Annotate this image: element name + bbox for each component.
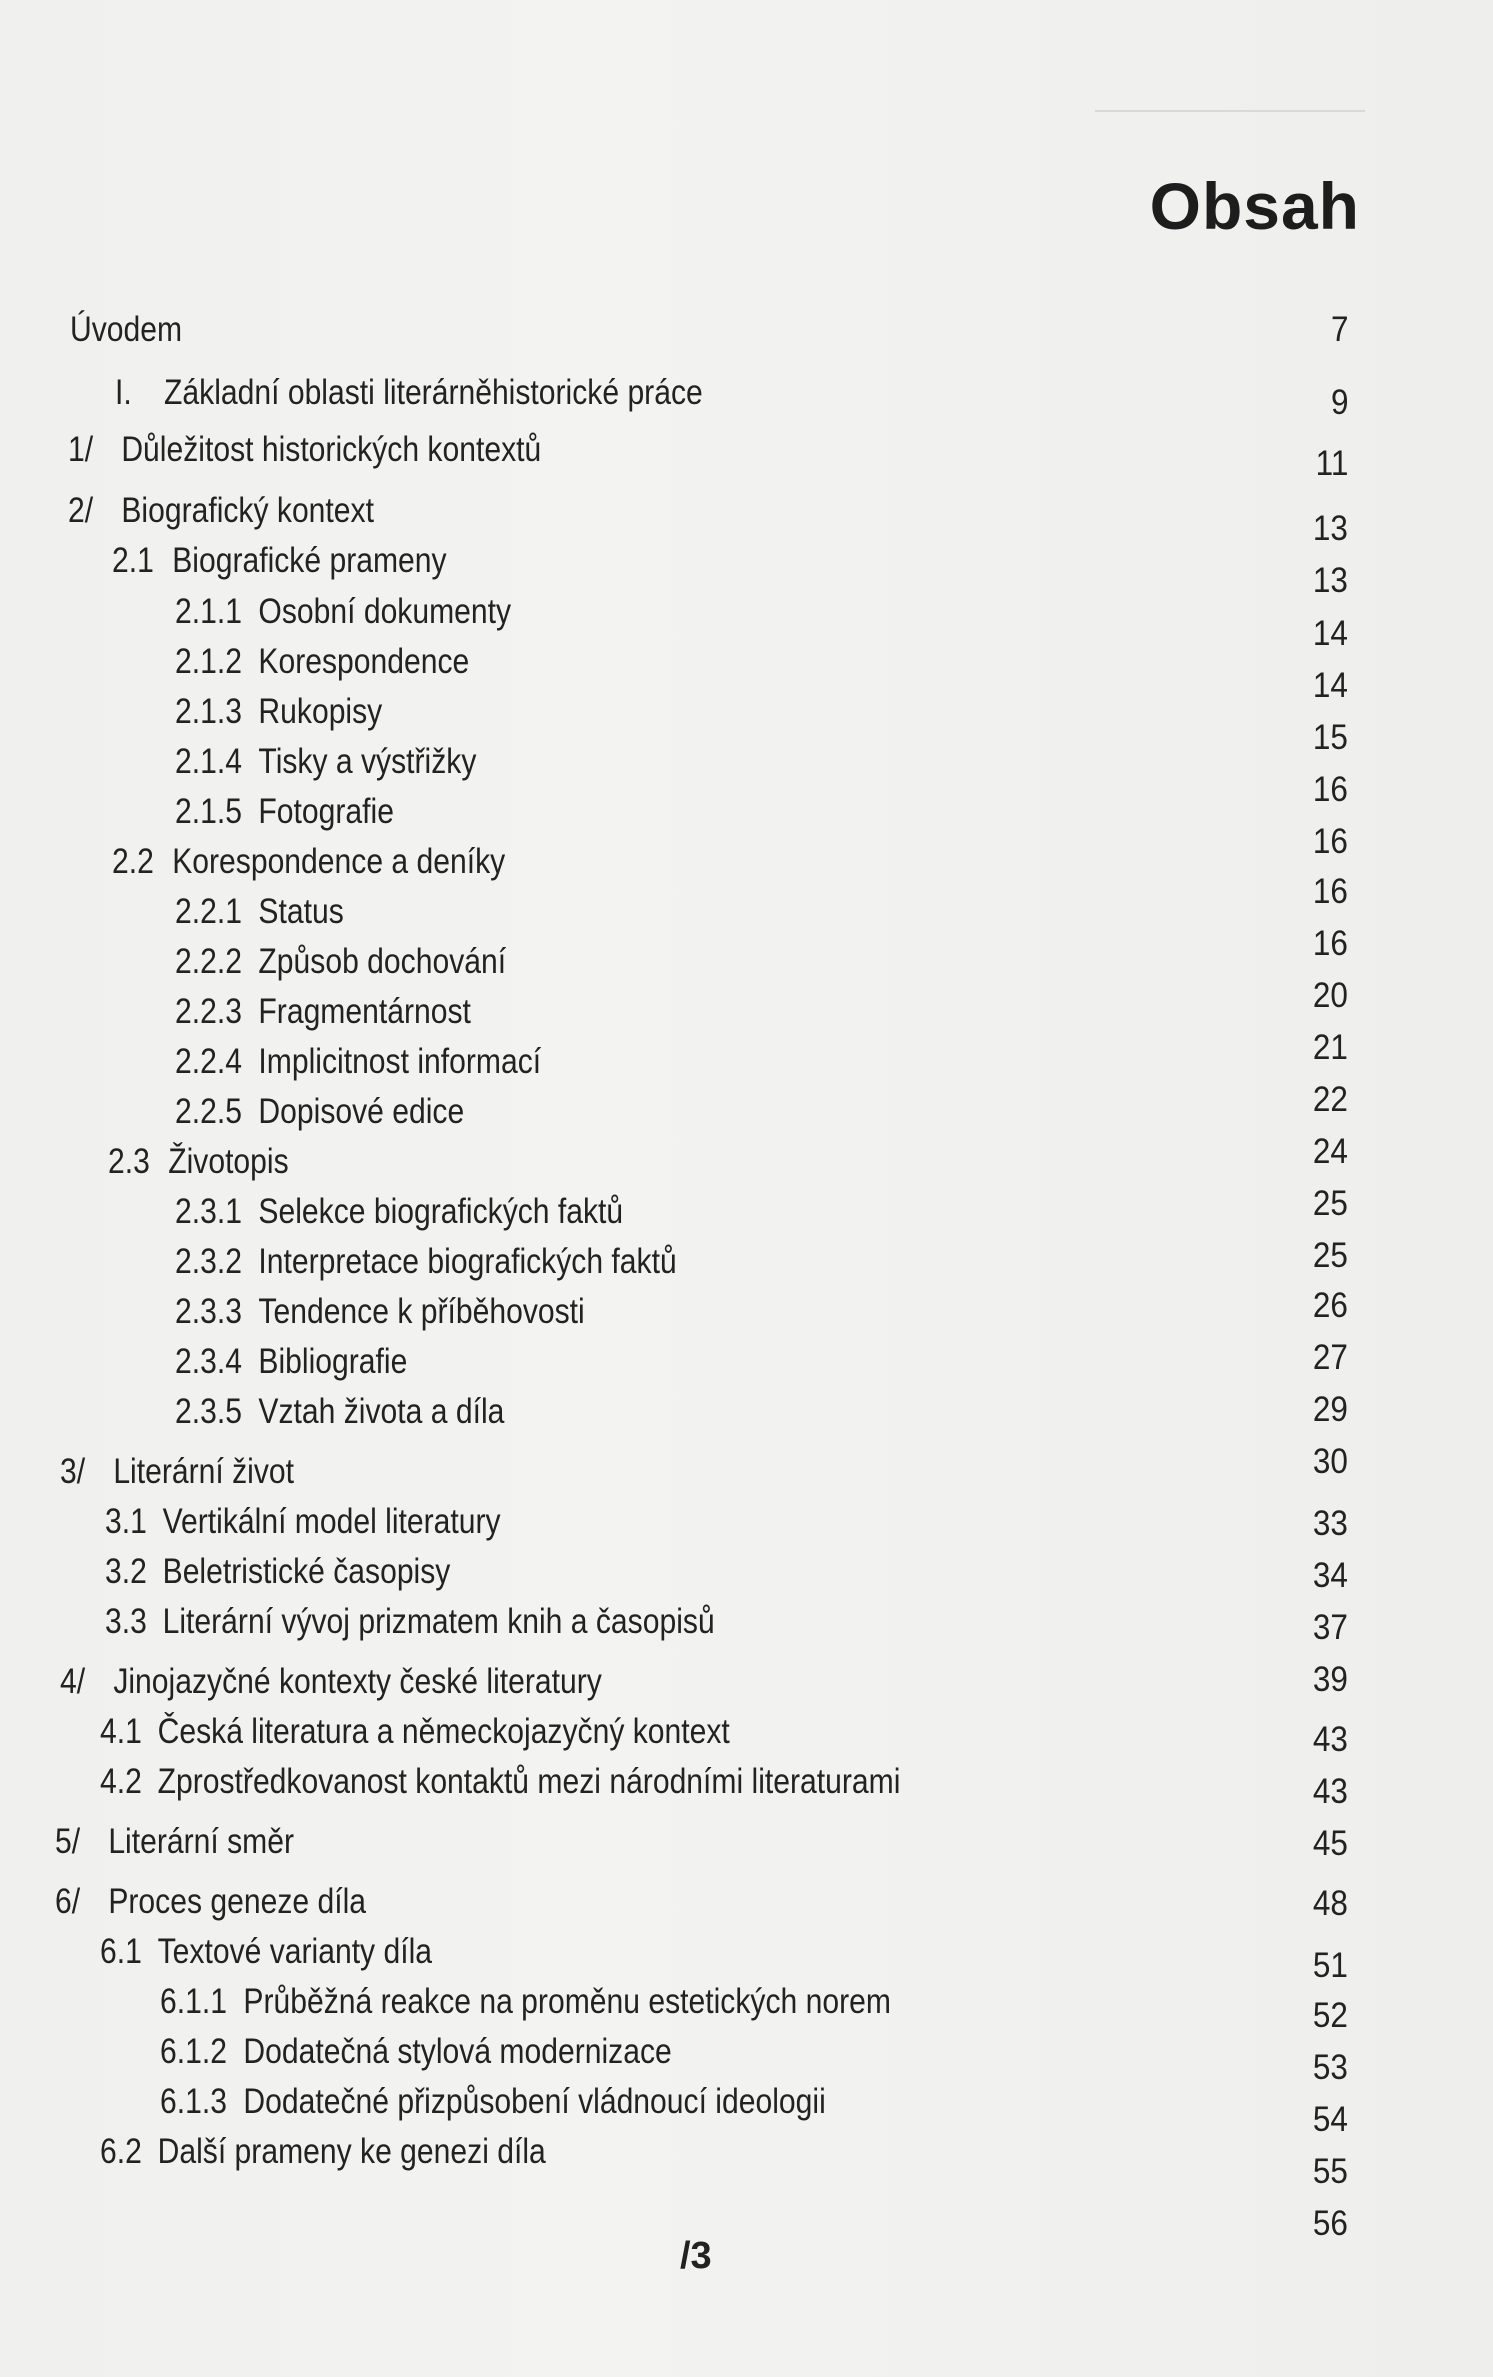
toc-entry-label bbox=[112, 842, 505, 882]
toc-entry-page: 48 bbox=[1312, 1884, 1348, 1923]
toc-entry-number: 3.2 bbox=[105, 1552, 147, 1591]
toc-entry-page: 11 bbox=[1315, 444, 1348, 483]
toc-entry-label bbox=[68, 491, 374, 531]
toc-entry-text: Literární život bbox=[113, 1452, 295, 1491]
toc-entry-label bbox=[175, 1242, 677, 1282]
toc-entry-number: 4.1 bbox=[100, 1712, 142, 1751]
page-title: Obsah bbox=[1149, 169, 1360, 243]
toc-entry bbox=[0, 430, 1493, 483]
toc-entry-page: 53 bbox=[1312, 2048, 1348, 2087]
toc-entry-label bbox=[175, 1192, 623, 1232]
toc-entry-number: 2.3.1 bbox=[175, 1192, 242, 1231]
toc-entry-label bbox=[175, 1392, 504, 1432]
toc-entry-text: Biografické prameny bbox=[172, 541, 447, 580]
toc-entry-text: Rukopisy bbox=[258, 692, 383, 731]
toc-entry-text: Status bbox=[258, 892, 344, 931]
toc-entry-label bbox=[175, 892, 344, 932]
toc-entry-label bbox=[160, 2032, 672, 2072]
toc-entry-number: 6.1 bbox=[100, 1932, 142, 1971]
toc-entry-label bbox=[68, 430, 541, 470]
toc-entry-number: 6.1.1 bbox=[160, 1982, 227, 2021]
toc-entry-number: 2.3.5 bbox=[175, 1392, 242, 1431]
toc-entry-label bbox=[100, 1932, 432, 1972]
toc-entry-number: 2.1.3 bbox=[175, 692, 242, 731]
toc-entry-label bbox=[100, 1762, 900, 1802]
bleed-through-line bbox=[1095, 110, 1365, 112]
toc-entry-number: 4/ bbox=[60, 1662, 86, 1701]
toc-entry-page: 34 bbox=[1312, 1556, 1348, 1595]
toc-entry-page: 26 bbox=[1312, 1286, 1348, 1325]
toc-entry-label bbox=[160, 2082, 826, 2122]
toc-entry-page: 20 bbox=[1312, 976, 1348, 1015]
toc-entry-number: 1/ bbox=[68, 430, 94, 469]
toc-entry-label bbox=[175, 942, 506, 982]
toc-entry-text: Implicitnost informací bbox=[258, 1042, 542, 1081]
toc-entry-number: 6/ bbox=[55, 1882, 81, 1921]
toc-entry-page: 14 bbox=[1312, 666, 1348, 705]
toc-entry-label bbox=[100, 1712, 730, 1752]
toc-entry-label bbox=[105, 1502, 501, 1542]
toc-entry-page: 29 bbox=[1312, 1390, 1348, 1429]
toc-entry bbox=[0, 742, 1493, 809]
toc-entry bbox=[0, 491, 1493, 548]
toc-entry-label bbox=[55, 1822, 294, 1862]
toc-entry-page: 39 bbox=[1312, 1660, 1348, 1699]
toc-entry-number: 2.2.1 bbox=[175, 892, 242, 931]
toc-entry-label bbox=[175, 1342, 407, 1382]
toc-entry-label bbox=[175, 992, 471, 1032]
toc-entry-text: Další prameny ke genezi díla bbox=[157, 2132, 546, 2171]
toc-entry-number: 6.1.2 bbox=[160, 2032, 227, 2071]
toc-entry-number: 3.1 bbox=[105, 1502, 147, 1541]
toc-entry bbox=[0, 310, 1493, 360]
toc-entry-text: Jinojazyčné kontexty české literatury bbox=[113, 1662, 602, 1701]
toc-entry-text: Dodatečná stylová modernizace bbox=[243, 2032, 672, 2071]
toc-entry-number: 6.2 bbox=[100, 2132, 142, 2171]
toc-entry-page: 22 bbox=[1312, 1080, 1348, 1119]
toc-entry-number: 2.1.2 bbox=[175, 642, 242, 681]
toc-entry-page: 52 bbox=[1312, 1996, 1348, 2035]
toc-entry-label bbox=[60, 1662, 602, 1702]
toc-entry-label bbox=[175, 792, 394, 832]
toc-entry-text: Fragmentárnost bbox=[258, 992, 471, 1031]
toc-entry-text: Textové varianty díla bbox=[157, 1932, 433, 1971]
toc-entry-page: 13 bbox=[1312, 509, 1348, 548]
toc-entry-label bbox=[175, 1042, 541, 1082]
toc-entry-page: 54 bbox=[1312, 2100, 1348, 2139]
toc-entry-page: 33 bbox=[1312, 1504, 1348, 1543]
toc-entry-number: I. bbox=[115, 373, 132, 412]
toc-entry-page: 43 bbox=[1312, 1720, 1348, 1759]
toc-entry-label bbox=[100, 2132, 546, 2172]
toc-entry-page: 16 bbox=[1312, 924, 1348, 963]
toc-entry-page: 7 bbox=[1330, 310, 1348, 349]
toc-entry bbox=[0, 642, 1493, 705]
toc-entry-text: Osobní dokumenty bbox=[258, 592, 512, 631]
toc-entry-page: 21 bbox=[1312, 1028, 1348, 1067]
toc-entry-text: Fotografie bbox=[258, 792, 394, 831]
toc-entry-number: 2.1.4 bbox=[175, 742, 242, 781]
toc-entry bbox=[0, 842, 1493, 911]
toc-entry bbox=[0, 792, 1493, 861]
toc-entry-text: Bibliografie bbox=[258, 1342, 408, 1381]
toc-entry-text: Selekce biografických faktů bbox=[258, 1192, 624, 1231]
toc-entry-page: 16 bbox=[1312, 770, 1348, 809]
toc-entry-number: 5/ bbox=[55, 1822, 81, 1861]
toc-entry-page: 45 bbox=[1312, 1824, 1348, 1863]
toc-entry-page: 43 bbox=[1312, 1772, 1348, 1811]
toc-entry-page: 14 bbox=[1312, 614, 1348, 653]
toc-entry-text: Tisky a výstřižky bbox=[258, 742, 477, 781]
toc-entry-text: Korespondence bbox=[258, 642, 470, 681]
toc-entry-text: Zprostředkovanost kontaktů mezi národními literaturami bbox=[157, 1762, 901, 1801]
toc-entry-text: Životopis bbox=[168, 1142, 289, 1181]
toc-entry-page: 16 bbox=[1312, 872, 1348, 911]
toc-entry-text: Vertikální model literatury bbox=[162, 1502, 501, 1541]
toc-entry bbox=[0, 373, 1493, 423]
toc-entry-text: Důležitost historických kontextů bbox=[121, 430, 542, 469]
toc-entry-text: Beletristické časopisy bbox=[162, 1552, 451, 1591]
toc-entry-text: Dopisové edice bbox=[258, 1092, 465, 1131]
toc-entry-label bbox=[112, 541, 447, 581]
toc-entry-label bbox=[175, 1092, 464, 1132]
toc-entry-label bbox=[175, 592, 511, 632]
toc-entry-page: 56 bbox=[1312, 2204, 1348, 2243]
toc-entry-label bbox=[105, 1602, 715, 1642]
toc-entry-text: Dodatečné přizpůsobení vládnoucí ideologii bbox=[243, 2082, 826, 2121]
toc-entry-page: 37 bbox=[1312, 1608, 1348, 1647]
toc-entry-label bbox=[115, 373, 703, 413]
toc-entry-text: Literární směr bbox=[108, 1822, 294, 1861]
toc-entry-number: 2.1.1 bbox=[175, 592, 242, 631]
toc-entry-text: Korespondence a deníky bbox=[172, 842, 506, 881]
toc-entry-label bbox=[60, 1452, 294, 1492]
toc-entry bbox=[0, 592, 1493, 653]
toc-entry-number: 2.2.5 bbox=[175, 1092, 242, 1131]
toc-entry-text: Biografický kontext bbox=[121, 491, 374, 530]
toc-entry-page: 9 bbox=[1330, 383, 1348, 422]
toc-entry-text: Úvodem bbox=[70, 310, 183, 349]
toc-entry-number: 2.2.3 bbox=[175, 992, 242, 1031]
toc-entry-page: 27 bbox=[1312, 1338, 1348, 1377]
toc-entry bbox=[0, 541, 1493, 600]
toc-entry-page: 51 bbox=[1312, 1946, 1348, 1985]
toc-entry-number: 2/ bbox=[68, 491, 94, 530]
toc-entry-text: Základní oblasti literárněhistorické práce bbox=[164, 373, 703, 412]
toc-entry-number: 3.3 bbox=[105, 1602, 147, 1641]
toc-entry-page: 55 bbox=[1312, 2152, 1348, 2191]
toc-entry-number: 6.1.3 bbox=[160, 2082, 227, 2121]
toc-entry-text: Průběžná reakce na proměnu estetických norem bbox=[243, 1982, 891, 2021]
toc-entry-text: Proces geneze díla bbox=[108, 1882, 367, 1921]
toc-entry-text: Literární vývoj prizmatem knih a časopisů bbox=[162, 1602, 715, 1641]
toc-entry-label bbox=[160, 1982, 891, 2022]
toc-entry-page: 24 bbox=[1312, 1132, 1348, 1171]
toc-entry-label bbox=[70, 310, 182, 350]
toc-entry-text: Vztah života a díla bbox=[258, 1392, 505, 1431]
toc-entry-number: 2.3 bbox=[108, 1142, 150, 1181]
toc-entry bbox=[0, 692, 1493, 757]
toc-entry-number: 2.1 bbox=[112, 541, 154, 580]
toc-entry bbox=[0, 2132, 1493, 2243]
toc-entry-number: 2.3.4 bbox=[175, 1342, 242, 1381]
toc-entry-label bbox=[108, 1142, 289, 1182]
toc-entry-page: 15 bbox=[1312, 718, 1348, 757]
toc-entry-page: 25 bbox=[1312, 1236, 1348, 1275]
toc-entry-number: 2.1.5 bbox=[175, 792, 242, 831]
toc-entry-page: 30 bbox=[1312, 1442, 1348, 1481]
toc-entry-number: 2.2.4 bbox=[175, 1042, 242, 1081]
toc-entry-label bbox=[175, 742, 476, 782]
toc-entry-page: 25 bbox=[1312, 1184, 1348, 1223]
toc-entry-number: 2.2 bbox=[112, 842, 154, 881]
page-number: /3 bbox=[680, 2235, 712, 2277]
toc-entry-text: Česká literatura a německojazyčný kontext bbox=[157, 1712, 730, 1751]
toc-entry-text: Způsob dochování bbox=[258, 942, 507, 981]
toc-entry-label bbox=[105, 1552, 450, 1592]
toc-entry-label bbox=[55, 1882, 366, 1922]
toc-entry-number: 2.3.2 bbox=[175, 1242, 242, 1281]
toc-entry-label bbox=[175, 642, 469, 682]
toc-entry-label bbox=[175, 1292, 585, 1332]
toc-entry-page: 13 bbox=[1312, 561, 1348, 600]
toc-entry-number: 2.2.2 bbox=[175, 942, 242, 981]
toc-entry-page: 16 bbox=[1312, 822, 1348, 861]
toc-entry-number: 3/ bbox=[60, 1452, 86, 1491]
toc-entry-text: Interpretace biografických faktů bbox=[258, 1242, 677, 1281]
toc-entry-number: 4.2 bbox=[100, 1762, 142, 1801]
toc-entry-number: 2.3.3 bbox=[175, 1292, 242, 1331]
toc-entry-label bbox=[175, 692, 382, 732]
toc-entry-text: Tendence k příběhovosti bbox=[258, 1292, 585, 1331]
